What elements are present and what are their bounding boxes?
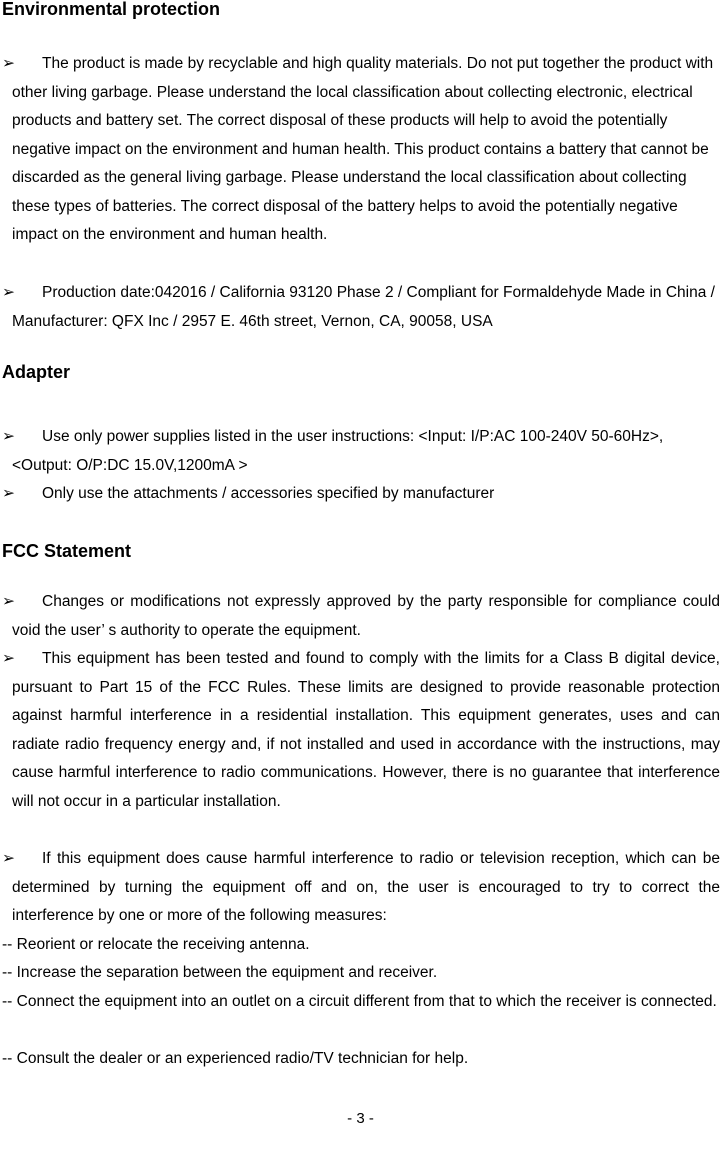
fcc-measure-2: -- Increase the separation between the equipment and receiver.: [2, 964, 438, 981]
fcc-paragraph-3: If this equipment does cause harmful interference to radio or television reception, which can be determined by turning the equipment off and on, the user is encouraged to try to correct the interference by one or more of the following measures:: [12, 850, 720, 924]
section-title-fcc: FCC Statement: [2, 541, 132, 561]
bullet-icon: ➢: [2, 485, 15, 502]
fcc-measure-1: -- Reorient or relocate the receiving antenna.: [2, 936, 310, 953]
section-title-environmental: Environmental protection: [2, 0, 221, 19]
env-paragraph-2: Production date:042016 / California 93120 Phase 2 / Compliant for Formaldehyde Made in China / Manufacturer: QFX Inc / 2957 E. 46th street, Vernon, CA, 90058, USA: [12, 284, 715, 330]
section-title-adapter: Adapter: [2, 362, 71, 382]
fcc-measure-4: -- Consult the dealer or an experienced radio/TV technician for help.: [2, 1050, 469, 1067]
adapter-paragraph-1: Use only power supplies listed in the user instructions: <Input: I/P:AC 100-240V 50-60Hz>, <Output: O/P:DC 15.0V,1200mA >: [12, 428, 664, 474]
bullet-icon: ➢: [2, 850, 15, 867]
bullet-icon: ➢: [2, 55, 15, 72]
bullet-icon: ➢: [2, 593, 15, 610]
page-number: - 3 -: [347, 1110, 374, 1127]
bullet-icon: ➢: [2, 284, 15, 301]
bullet-icon: ➢: [2, 650, 15, 667]
env-paragraph-1: The product is made by recyclable and high quality materials. Do not put together the product with other living garbage. Please understand the local classification about collecting electronic, electrical products and battery set. The correct disposal of these products will help to avoid the potentially negative impact on the environment and human health. This product contains a battery that cannot be discarded as the general living garbage. Please understand the local classification about collecting these types of batteries. The correct disposal of the battery helps to avoid the potentially negative impact on the environment and human health.: [12, 55, 714, 243]
adapter-paragraph-2: Only use the attachments / accessories specified by manufacturer: [42, 485, 495, 502]
fcc-paragraph-2: This equipment has been tested and found to comply with the limits for a Class B digital device, pursuant to Part 15 of the FCC Rules. These limits are designed to provide reasonable protection against harmful interference in a residential installation. This equipment generates, uses and can radiate radio frequency energy and, if not installed and used in accordance with the instructions, may cause harmful interference to radio communications. However, there is no guarantee that interference will not occur in a particular installation.: [12, 650, 720, 810]
fcc-measure-3: -- Connect the equipment into an outlet on a circuit different from that to which the receiver is connected.: [2, 993, 717, 1010]
fcc-paragraph-1: Changes or modifications not expressly approved by the party responsible for compliance could void the user’ s authority to operate the equipment.: [12, 593, 720, 639]
bullet-icon: ➢: [2, 428, 15, 445]
